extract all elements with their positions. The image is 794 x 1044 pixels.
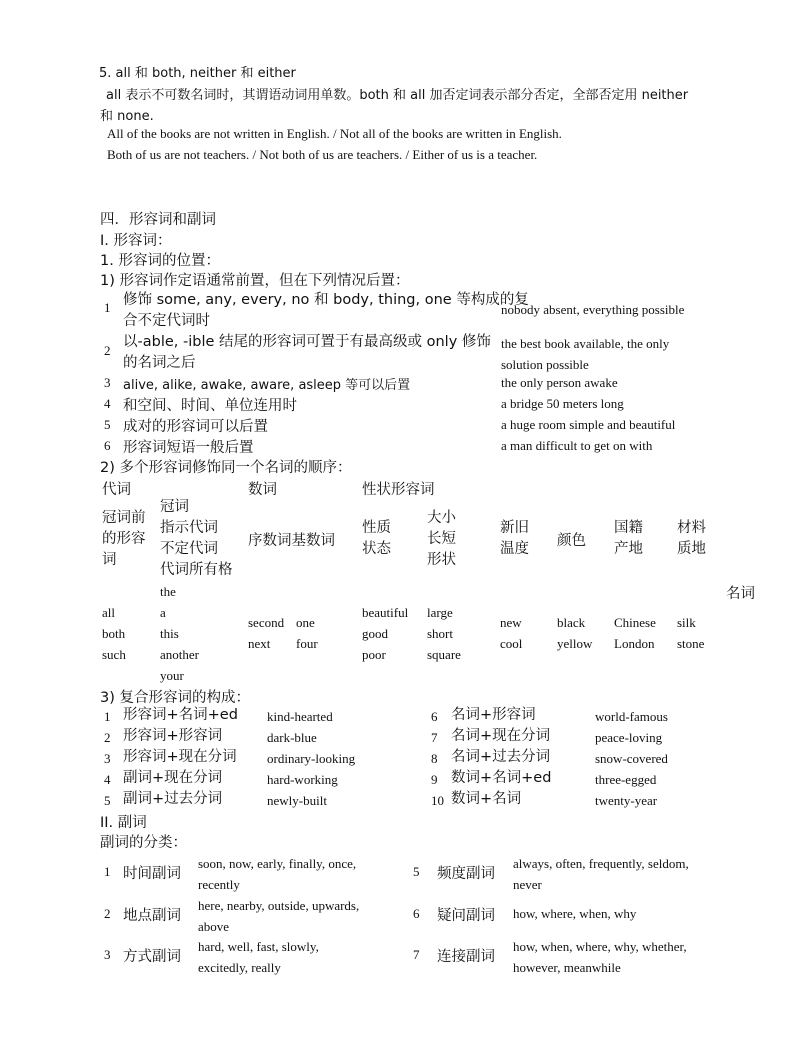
compound-left-nums: 1 2 3 4 5 <box>104 709 111 808</box>
postposition-num: 1 <box>104 300 111 315</box>
compound-left-rules: 形容词+名词+ed 形容词+形容词 形容词+现在分词 副词+现在分词 副词+过去分词 <box>123 707 238 807</box>
postposition-example: nobody absent, everything possible <box>501 302 685 317</box>
examples-quality: beautiful good poor <box>362 605 409 662</box>
postposition-num: 3 <box>104 375 111 390</box>
adverb-type: 时间副词 <box>123 866 181 882</box>
adverb-type: 连接副词 <box>437 949 495 965</box>
postposition-num: 6 <box>104 438 111 453</box>
examples-determiner: the a this another your <box>160 584 199 683</box>
adverb-classification-heading: 副词的分类： <box>100 835 187 851</box>
adverb-examples: how, when, where, why, whether, however, meanwhile <box>513 939 687 975</box>
adverb-num: 2 <box>104 906 111 921</box>
section5-rule-line2: 和 none. <box>100 109 154 124</box>
postposition-example: the only person awake <box>501 375 618 390</box>
postposition-example: a huge room simple and beautiful <box>501 417 676 432</box>
group-descriptive: 性状形容词 <box>362 482 435 498</box>
adverb-examples: hard, well, fast, slowly, excitedly, really <box>198 939 319 975</box>
compound-right-rules: 名词+形容词 名词+现在分词 名词+过去分词 数词+名词+ed 数词+名词 <box>451 707 552 807</box>
postposition-example: the best book available, the only solution possible <box>501 336 670 372</box>
group-pronoun: 代词 <box>102 482 131 498</box>
section5-example2: Both of us are not teachers. / Not both of us are teachers. / Either of us is a teacher. <box>107 147 538 162</box>
adverb-num: 6 <box>413 906 420 921</box>
header-material: 材料 质地 <box>677 520 706 557</box>
section5-heading: 5. all 和 both, neither 和 either <box>99 66 296 81</box>
adjective-position-heading: 1. 形容词的位置： <box>100 253 220 269</box>
postposition-heading: 1) 形容词作定语通常前置，但在下列情况后置： <box>100 273 410 289</box>
header-size-shape: 大小 长短 形状 <box>427 510 456 568</box>
postposition-rule: 以-able, -ible 结尾的形容词可置于有最高级或 only 修饰 的名词之后 <box>123 334 491 371</box>
postposition-example: a man difficult to get on with <box>501 438 653 453</box>
postposition-rule: 成对的形容词可以后置 <box>123 419 268 435</box>
header-noun: 名词 <box>726 586 755 602</box>
adverb-type: 方式副词 <box>123 949 181 965</box>
compound-right-nums: 6 7 8 9 10 <box>431 709 444 808</box>
adverb-examples: here, nearby, outside, upwards, above <box>198 898 360 934</box>
adverb-num: 7 <box>413 947 420 962</box>
examples-color: black yellow <box>557 615 593 651</box>
postposition-rule: 和空间、时间、单位连用时 <box>123 398 297 414</box>
postposition-rule: 形容词短语一般后置 <box>123 440 254 456</box>
compound-adjective-heading: 3) 复合形容词的构成： <box>100 690 250 706</box>
examples-ordinal: second next <box>248 615 285 651</box>
adverb-type: 疑问副词 <box>437 908 495 924</box>
postposition-num: 2 <box>104 343 111 358</box>
section4-heading: 四．形容词和副词 <box>100 212 216 228</box>
adverb-num: 3 <box>104 947 111 962</box>
adverb-examples: always, often, frequently, seldom, never <box>513 856 689 892</box>
examples-predeterminer: all both such <box>102 605 126 662</box>
adverb-num: 5 <box>413 864 420 879</box>
header-origin: 国籍 产地 <box>614 520 643 557</box>
examples-size-shape: large short square <box>427 605 461 662</box>
header-quality: 性质 状态 <box>362 520 391 557</box>
adjective-part-heading: I. 形容词： <box>100 233 172 249</box>
compound-right-examples: world-famous peace-loving snow-covered three-egged twenty-year <box>595 709 668 808</box>
postposition-rule: 修饰 some, any, every, no 和 body, thing, one 等构成的复 合不定代词时 <box>123 292 529 329</box>
section5-rule-line1: all 表示不可数名词时，其谓语动词用单数。both 和 all 加否定词表示部分否定，全部否定用 neither <box>106 88 689 103</box>
examples-material: silk stone <box>677 615 705 651</box>
adjective-order-heading: 2) 多个形容词修饰同一个名词的顺序： <box>100 460 352 476</box>
section5-example1: All of the books are not written in English. / Not all of the books are written in English. <box>107 126 562 141</box>
postposition-rule: alive, alike, awake, aware, asleep 等可以后置 <box>123 378 411 393</box>
compound-left-examples: kind-hearted dark-blue ordinary-looking hard-working newly-built <box>267 709 356 808</box>
group-numeral: 数词 <box>248 482 277 498</box>
adverb-num: 1 <box>104 864 111 879</box>
header-determiner: 冠词 指示代词 不定代词 代词所有格 <box>160 499 233 578</box>
adverb-type: 地点副词 <box>123 908 181 924</box>
postposition-num: 4 <box>104 396 111 411</box>
postposition-num: 5 <box>104 417 111 432</box>
adverb-part-heading: II. 副词 <box>100 815 147 831</box>
adverb-type: 频度副词 <box>437 866 495 882</box>
adverb-examples: how, where, when, why <box>513 906 637 921</box>
header-numerals: 序数词基数词 <box>248 533 335 549</box>
header-predeterminer: 冠词前 的形容 词 <box>102 510 146 568</box>
examples-origin: Chinese London <box>614 615 656 651</box>
header-color: 颜色 <box>557 533 586 549</box>
postposition-example: a bridge 50 meters long <box>501 396 624 411</box>
examples-cardinal: one four <box>296 615 318 651</box>
header-age-temperature: 新旧 温度 <box>500 520 529 557</box>
examples-age-temperature: new cool <box>500 615 523 651</box>
adverb-examples: soon, now, early, finally, once, recently <box>198 856 357 892</box>
